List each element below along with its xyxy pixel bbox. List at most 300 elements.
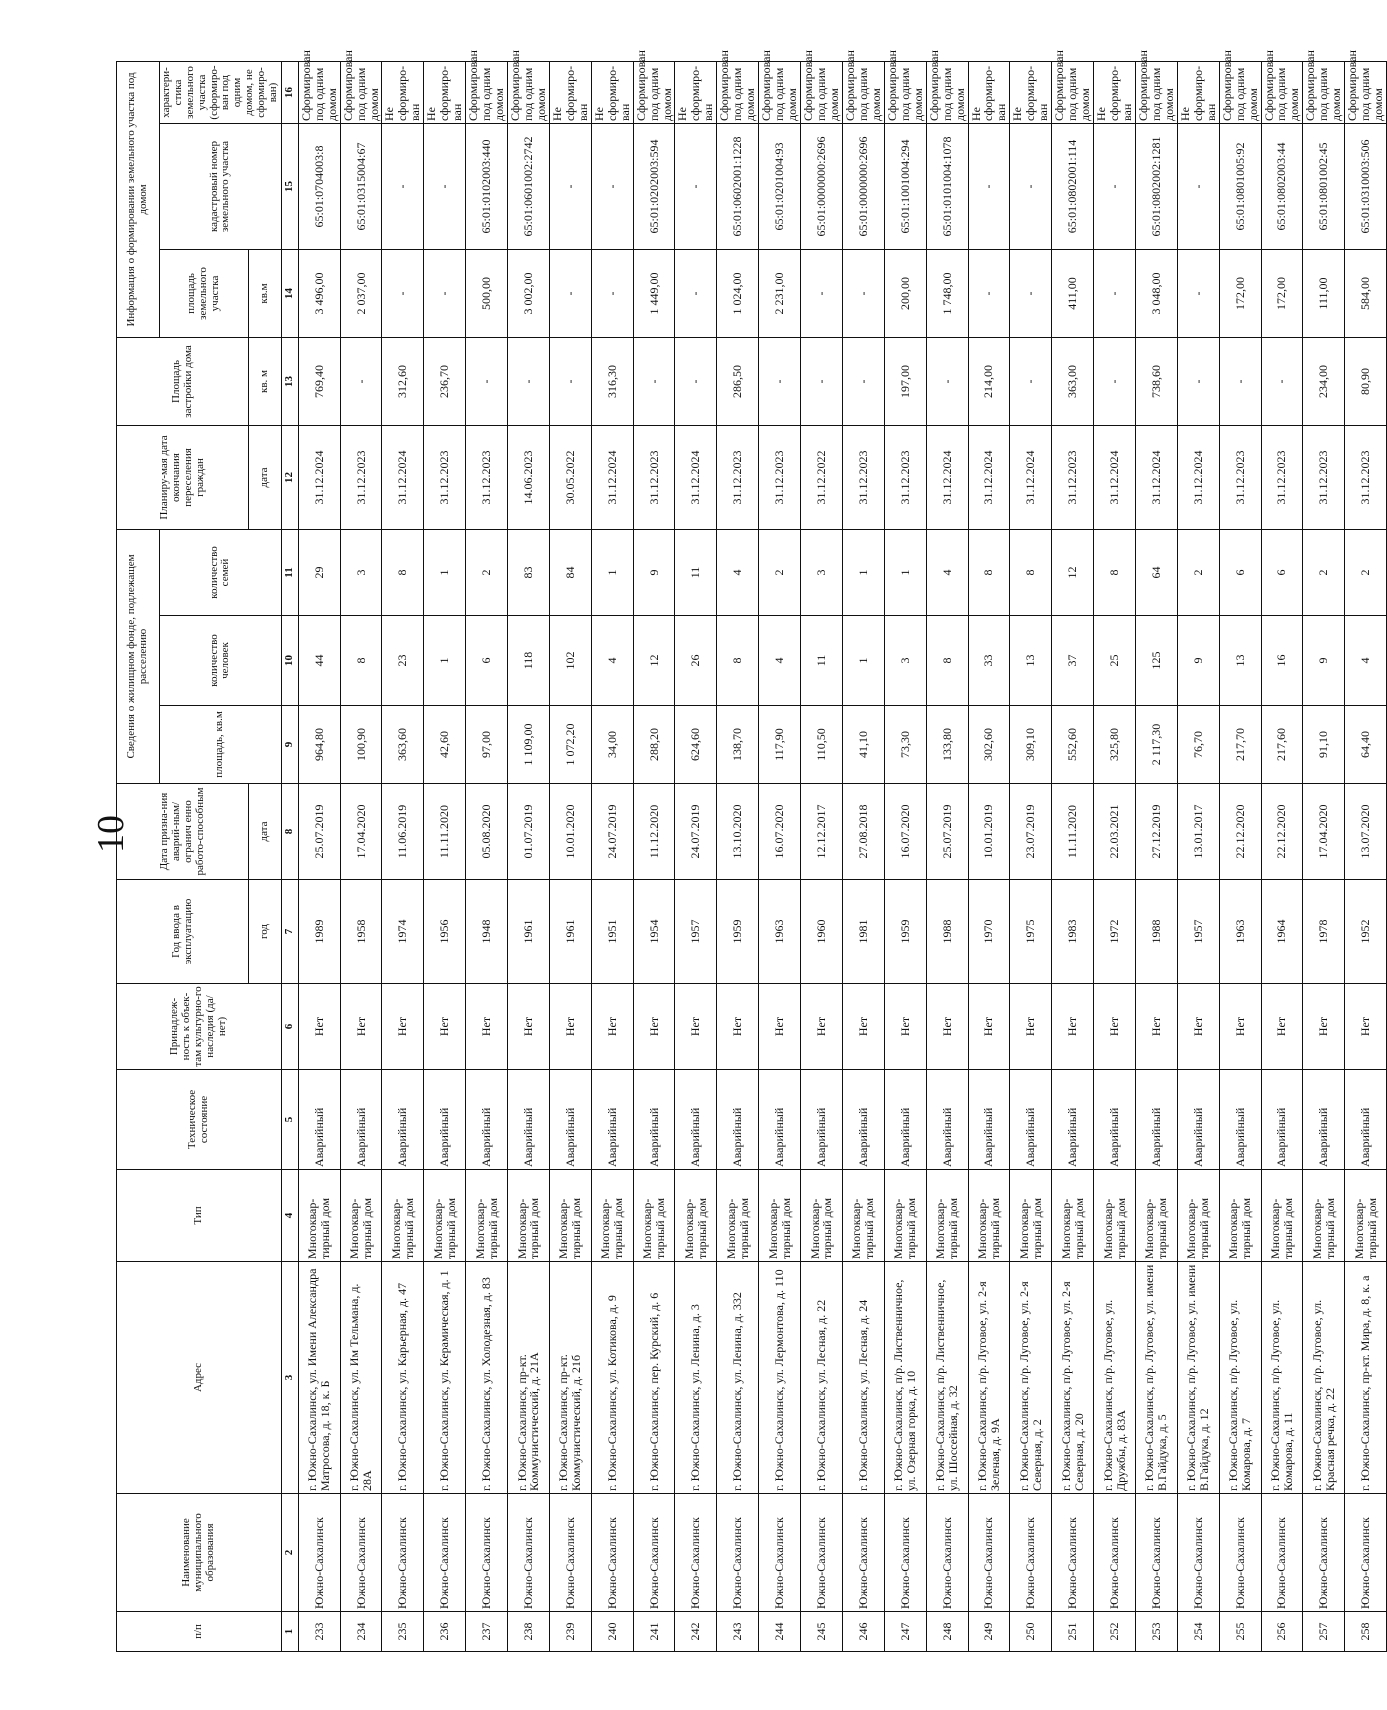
planned-date-cell: 31.12.2023 [1219, 425, 1261, 529]
land-characteristic-cell: Сформирован под одним домом [340, 61, 382, 123]
row-number-cell: 258 [1345, 1612, 1387, 1652]
recognized-date-cell: 11.11.2020 [1052, 784, 1094, 880]
header-kvm-sub2: кв.м [249, 249, 281, 337]
planned-date-cell: 31.12.2024 [1010, 425, 1052, 529]
address-cell: г. Южно-Сахалинск, п/р. Луговое, ул. 2-я Северная, д. 20 [1052, 1262, 1094, 1494]
heritage-cell: Нет [717, 984, 759, 1070]
col-number: 10 [281, 616, 298, 706]
area-cell: 73,30 [884, 706, 926, 784]
cadastral-number-cell: 65:01:0101004:1078 [926, 123, 968, 249]
family-count-cell: 4 [926, 529, 968, 615]
table-row [1219, 61, 1261, 1651]
built-area-cell: 214,00 [968, 337, 1010, 425]
people-count-cell: 8 [717, 616, 759, 706]
built-area-cell: 312,60 [382, 337, 424, 425]
land-area-cell: - [968, 249, 1010, 337]
row-number-cell: 252 [1094, 1612, 1136, 1652]
land-area-cell: 172,00 [1219, 249, 1261, 337]
address-cell: г. Южно-Сахалинск, п/р. Луговое, ул. имени В.Гайдука, д. 5 [1135, 1262, 1177, 1494]
planned-date-cell: 31.12.2024 [675, 425, 717, 529]
land-characteristic-cell: Не сформиро-ван [591, 61, 633, 123]
built-area-cell: 234,00 [1303, 337, 1345, 425]
people-count-cell: 4 [591, 616, 633, 706]
house-type-cell: Многоквар-тирный дом [842, 1170, 884, 1262]
table-row [1135, 61, 1177, 1651]
planned-date-cell: 31.12.2022 [801, 425, 843, 529]
house-type-cell: Многоквар-тирный дом [1303, 1170, 1345, 1262]
table-row [340, 61, 382, 1651]
table-row [1345, 61, 1387, 1651]
heritage-cell: Нет [675, 984, 717, 1070]
area-cell: 91,10 [1303, 706, 1345, 784]
area-cell: 288,20 [633, 706, 675, 784]
area-cell: 363,60 [382, 706, 424, 784]
area-cell: 138,70 [717, 706, 759, 784]
land-characteristic-cell: Не сформиро-ван [549, 61, 591, 123]
col-number: 3 [281, 1262, 298, 1494]
table-row [759, 61, 801, 1651]
municipality-cell: Южно-Сахалинск [1135, 1494, 1177, 1612]
heritage-cell: Нет [382, 984, 424, 1070]
recognized-date-cell: 27.08.2018 [842, 784, 884, 880]
cadastral-number-cell: 65:01:0000000:2696 [842, 123, 884, 249]
year-cell: 1964 [1261, 880, 1303, 984]
cadastral-number-cell: - [1094, 123, 1136, 249]
municipality-cell: Южно-Сахалинск [801, 1494, 843, 1612]
land-characteristic-cell: Сформирован под одним домом [717, 61, 759, 123]
land-area-cell: - [1010, 249, 1052, 337]
header-date-sub: дата [249, 784, 281, 880]
people-count-cell: 26 [675, 616, 717, 706]
people-count-cell: 33 [968, 616, 1010, 706]
house-type-cell: Многоквар-тирный дом [1345, 1170, 1387, 1262]
heritage-cell: Нет [424, 984, 466, 1070]
row-number-cell: 235 [382, 1612, 424, 1652]
cadastral-number-cell: - [591, 123, 633, 249]
recognized-date-cell: 13.07.2020 [1345, 784, 1387, 880]
municipality-cell: Южно-Сахалинск [1345, 1494, 1387, 1612]
heritage-cell: Нет [1177, 984, 1219, 1070]
row-number-cell: 243 [717, 1612, 759, 1652]
area-cell: 76,70 [1177, 706, 1219, 784]
recognized-date-cell: 25.07.2019 [926, 784, 968, 880]
land-characteristic-cell: Сформирован под одним домом [759, 61, 801, 123]
heritage-cell: Нет [508, 984, 550, 1070]
address-cell: г. Южно-Сахалинск, п/р. Луговое, ул. имени В.Гайдука, д. 12 [1177, 1262, 1219, 1494]
col-number: 11 [281, 529, 298, 615]
people-count-cell: 16 [1261, 616, 1303, 706]
house-type-cell: Многоквар-тирный дом [466, 1170, 508, 1262]
municipality-cell: Южно-Сахалинск [675, 1494, 717, 1612]
people-count-cell: 11 [801, 616, 843, 706]
land-characteristic-cell: Сформирован под одним домом [1135, 61, 1177, 123]
address-cell: г. Южно-Сахалинск, пр-кт. Мира, д. 8, к. а [1345, 1262, 1387, 1494]
recognized-date-cell: 10.01.2020 [549, 784, 591, 880]
row-number-cell: 242 [675, 1612, 717, 1652]
tech-state-cell: Аварийный [633, 1070, 675, 1170]
planned-date-cell: 31.12.2023 [424, 425, 466, 529]
recognized-date-cell: 27.12.2019 [1135, 784, 1177, 880]
area-cell: 2 117,30 [1135, 706, 1177, 784]
tech-state-cell: Аварийный [1052, 1070, 1094, 1170]
row-number-cell: 244 [759, 1612, 801, 1652]
built-area-cell: 738,60 [1135, 337, 1177, 425]
family-count-cell: 1 [842, 529, 884, 615]
planned-date-cell: 31.12.2024 [591, 425, 633, 529]
planned-date-cell: 31.12.2023 [1345, 425, 1387, 529]
table-row [1303, 61, 1345, 1651]
area-cell: 133,80 [926, 706, 968, 784]
planned-date-cell: 31.12.2024 [1094, 425, 1136, 529]
municipality-cell: Южно-Сахалинск [884, 1494, 926, 1612]
land-area-cell: 1 024,00 [717, 249, 759, 337]
heritage-cell: Нет [842, 984, 884, 1070]
people-count-cell: 1 [424, 616, 466, 706]
year-cell: 1961 [549, 880, 591, 984]
cadastral-number-cell: - [382, 123, 424, 249]
house-type-cell: Многоквар-тирный дом [926, 1170, 968, 1262]
people-count-cell: 13 [1010, 616, 1052, 706]
recognized-date-cell: 24.07.2019 [591, 784, 633, 880]
built-area-cell: 363,00 [1052, 337, 1094, 425]
year-cell: 1963 [759, 880, 801, 984]
col-number: 1 [281, 1612, 298, 1652]
house-type-cell: Многоквар-тирный дом [1261, 1170, 1303, 1262]
municipality-cell: Южно-Сахалинск [968, 1494, 1010, 1612]
year-cell: 1981 [842, 880, 884, 984]
cadastral-number-cell: 65:01:0102003:440 [466, 123, 508, 249]
house-type-cell: Многоквар-тирный дом [675, 1170, 717, 1262]
planned-date-cell: 31.12.2024 [298, 425, 340, 529]
address-cell: г. Южно-Сахалинск, п/р. Листвeнничное, ул. Шоссейная, д. 32 [926, 1262, 968, 1494]
house-type-cell: Многоквар-тирный дом [968, 1170, 1010, 1262]
land-area-cell: - [801, 249, 843, 337]
page-number: 10 [90, 815, 132, 853]
tech-state-cell: Аварийный [1010, 1070, 1052, 1170]
year-cell: 1954 [633, 880, 675, 984]
table-row [717, 61, 759, 1651]
house-type-cell: Многоквар-тирный дом [591, 1170, 633, 1262]
municipality-cell: Южно-Сахалинск [1177, 1494, 1219, 1612]
planned-date-cell: 14.06.2023 [508, 425, 550, 529]
year-cell: 1959 [884, 880, 926, 984]
house-type-cell: Многоквар-тирный дом [1177, 1170, 1219, 1262]
land-area-cell: - [382, 249, 424, 337]
people-count-cell: 25 [1094, 616, 1136, 706]
header-name: Наименование муниципального образования [117, 1494, 282, 1612]
table-row [675, 61, 717, 1651]
tech-state-cell: Аварийный [801, 1070, 843, 1170]
table-row [801, 61, 843, 1651]
col-number: 16 [281, 61, 298, 123]
cadastral-number-cell: 65:01:0801005:92 [1219, 123, 1261, 249]
municipality-cell: Южно-Сахалинск [298, 1494, 340, 1612]
row-number-cell: 250 [1010, 1612, 1052, 1652]
planned-date-cell: 31.12.2023 [1303, 425, 1345, 529]
people-count-cell: 44 [298, 616, 340, 706]
recognized-date-cell: 13.10.2020 [717, 784, 759, 880]
heritage-cell: Нет [340, 984, 382, 1070]
tech-state-cell: Аварийный [466, 1070, 508, 1170]
row-number-cell: 236 [424, 1612, 466, 1652]
table-row [591, 61, 633, 1651]
area-cell: 309,10 [1010, 706, 1052, 784]
row-number-cell: 251 [1052, 1612, 1094, 1652]
table-row [298, 61, 340, 1651]
land-characteristic-cell: Сформирован под одним домом [466, 61, 508, 123]
col-number: 5 [281, 1070, 298, 1170]
tech-state-cell: Аварийный [298, 1070, 340, 1170]
family-count-cell: 8 [382, 529, 424, 615]
municipality-cell: Южно-Сахалинск [424, 1494, 466, 1612]
house-type-cell: Многоквар-тирный дом [508, 1170, 550, 1262]
land-area-cell: 2 231,00 [759, 249, 801, 337]
family-count-cell: 2 [1345, 529, 1387, 615]
year-cell: 1972 [1094, 880, 1136, 984]
heritage-cell: Нет [968, 984, 1010, 1070]
planned-date-cell: 31.12.2023 [1052, 425, 1094, 529]
heritage-cell: Нет [926, 984, 968, 1070]
family-count-cell: 1 [424, 529, 466, 615]
land-area-cell: - [1094, 249, 1136, 337]
address-cell: г. Южно-Сахалинск, п/р. Луговое, ул. Комарова, д. 7 [1219, 1262, 1261, 1494]
area-cell: 64,40 [1345, 706, 1387, 784]
family-count-cell: 2 [1303, 529, 1345, 615]
built-area-cell: - [1010, 337, 1052, 425]
header-housing-info: Сведения о жилищном фонде, подлежащем расселению [117, 529, 160, 783]
header-recognized: Дата призна-ния аварий-ным/огранич енно работо-способным [117, 784, 249, 880]
area-cell: 1 109,00 [508, 706, 550, 784]
house-type-cell: Многоквар-тирный дом [759, 1170, 801, 1262]
family-count-cell: 84 [549, 529, 591, 615]
tech-state-cell: Аварийный [884, 1070, 926, 1170]
people-count-cell: 4 [1345, 616, 1387, 706]
land-area-cell: 584,00 [1345, 249, 1387, 337]
planned-date-cell: 31.12.2023 [842, 425, 884, 529]
recognized-date-cell: 22.12.2020 [1219, 784, 1261, 880]
heritage-cell: Нет [591, 984, 633, 1070]
header-tech-state: Техническое состояние [117, 1070, 282, 1170]
cadastral-number-cell: 65:01:1001004:294 [884, 123, 926, 249]
address-cell: г. Южно-Сахалинск, п/р. Луговое, ул. Дружбы, д. 83А [1094, 1262, 1136, 1494]
table-row [1177, 61, 1219, 1651]
area-cell: 552,60 [1052, 706, 1094, 784]
area-cell: 42,60 [424, 706, 466, 784]
family-count-cell: 6 [1261, 529, 1303, 615]
house-type-cell: Многоквар-тирный дом [633, 1170, 675, 1262]
recognized-date-cell: 12.12.2017 [801, 784, 843, 880]
header-cadastral: кадастровый номер земельного участка [160, 123, 282, 249]
municipality-cell: Южно-Сахалинск [842, 1494, 884, 1612]
cadastral-number-cell: - [549, 123, 591, 249]
tech-state-cell: Аварийный [591, 1070, 633, 1170]
built-area-cell: 286,50 [717, 337, 759, 425]
header-planned: Планиру-мая дата окончания переселения граждан [117, 425, 249, 529]
table-row [1261, 61, 1303, 1651]
land-area-cell: - [591, 249, 633, 337]
cadastral-number-cell: 65:01:0802002:1281 [1135, 123, 1177, 249]
heritage-cell: Нет [549, 984, 591, 1070]
tech-state-cell: Аварийный [549, 1070, 591, 1170]
built-area-cell: - [466, 337, 508, 425]
cadastral-number-cell: - [1177, 123, 1219, 249]
cadastral-number-cell: 65:01:0704003:8 [298, 123, 340, 249]
cadastral-number-cell: 65:01:0310003:506 [1345, 123, 1387, 249]
cadastral-number-cell: - [968, 123, 1010, 249]
built-area-cell: - [508, 337, 550, 425]
land-area-cell: - [675, 249, 717, 337]
table-row [424, 61, 466, 1651]
municipality-cell: Южно-Сахалинск [1010, 1494, 1052, 1612]
land-characteristic-cell: Сформирован под одним домом [1261, 61, 1303, 123]
house-type-cell: Многоквар-тирный дом [801, 1170, 843, 1262]
area-cell: 217,60 [1261, 706, 1303, 784]
family-count-cell: 2 [759, 529, 801, 615]
planned-date-cell: 31.12.2024 [1135, 425, 1177, 529]
land-area-cell: 1 748,00 [926, 249, 968, 337]
people-count-cell: 13 [1219, 616, 1261, 706]
year-cell: 1983 [1052, 880, 1094, 984]
land-area-cell: - [549, 249, 591, 337]
year-cell: 1959 [717, 880, 759, 984]
address-cell: г. Южно-Сахалинск, п/р. Листвeнничное, ул. Озерная горка, д. 10 [884, 1262, 926, 1494]
area-cell: 34,00 [591, 706, 633, 784]
heritage-cell: Нет [1261, 984, 1303, 1070]
planned-date-cell: 30.05.2022 [549, 425, 591, 529]
year-cell: 1988 [926, 880, 968, 984]
people-count-cell: 102 [549, 616, 591, 706]
land-characteristic-cell: Сформирован под одним домом [1345, 61, 1387, 123]
municipality-cell: Южно-Сахалинск [759, 1494, 801, 1612]
address-cell: г. Южно-Сахалинск, п/р. Луговое, ул. Комарова, д. 11 [1261, 1262, 1303, 1494]
housing-table [116, 50, 1387, 1652]
municipality-cell: Южно-Сахалинск [466, 1494, 508, 1612]
municipality-cell: Южно-Сахалинск [717, 1494, 759, 1612]
recognized-date-cell: 11.11.2020 [424, 784, 466, 880]
address-cell: г. Южно-Сахалинск, пр-кт. Коммунистический, д. 21б [549, 1262, 591, 1494]
municipality-cell: Южно-Сахалинск [1219, 1494, 1261, 1612]
tech-state-cell: Аварийный [1177, 1070, 1219, 1170]
table-row [508, 61, 550, 1651]
planned-date-cell: 31.12.2023 [1261, 425, 1303, 529]
house-type-cell: Многоквар-тирный дом [1219, 1170, 1261, 1262]
planned-date-cell: 31.12.2023 [759, 425, 801, 529]
header-char: характери-стика земельного участка (сформиро-ван под одним домом, не сформиро-ван) [160, 61, 282, 123]
row-number-cell: 237 [466, 1612, 508, 1652]
family-count-cell: 9 [633, 529, 675, 615]
year-cell: 1989 [298, 880, 340, 984]
year-cell: 1961 [508, 880, 550, 984]
rotated-table-container [116, 50, 1386, 1652]
tech-state-cell: Аварийный [340, 1070, 382, 1170]
built-area-cell: - [926, 337, 968, 425]
year-cell: 1978 [1303, 880, 1345, 984]
row-number-cell: 255 [1219, 1612, 1261, 1652]
cadastral-number-cell: - [1010, 123, 1052, 249]
year-cell: 1975 [1010, 880, 1052, 984]
year-cell: 1963 [1219, 880, 1261, 984]
family-count-cell: 1 [591, 529, 633, 615]
family-count-cell: 8 [1010, 529, 1052, 615]
year-cell: 1988 [1135, 880, 1177, 984]
land-characteristic-cell: Сформирован под одним домом [1052, 61, 1094, 123]
address-cell: г. Южно-Сахалинск, ул. Лесная, д. 24 [842, 1262, 884, 1494]
row-number-cell: 246 [842, 1612, 884, 1652]
address-cell: г. Южно-Сахалинск, ул. Лесная, д. 22 [801, 1262, 843, 1494]
year-cell: 1970 [968, 880, 1010, 984]
recognized-date-cell: 01.07.2019 [508, 784, 550, 880]
row-number-cell: 257 [1303, 1612, 1345, 1652]
year-cell: 1952 [1345, 880, 1387, 984]
col-number: 6 [281, 984, 298, 1070]
area-cell: 302,60 [968, 706, 1010, 784]
area-cell: 117,90 [759, 706, 801, 784]
col-number: 12 [281, 425, 298, 529]
people-count-cell: 8 [926, 616, 968, 706]
row-number-cell: 238 [508, 1612, 550, 1652]
year-cell: 1948 [466, 880, 508, 984]
land-characteristic-cell: Сформирован под одним домом [298, 61, 340, 123]
header-area: площадь, кв.м [160, 706, 282, 784]
table-row [633, 61, 675, 1651]
address-cell: г. Южно-Сахалинск, ул. Им Тельмана, д. 28А [340, 1262, 382, 1494]
house-type-cell: Многоквар-тирный дом [884, 1170, 926, 1262]
people-count-cell: 118 [508, 616, 550, 706]
heritage-cell: Нет [759, 984, 801, 1070]
cadastral-number-cell: 65:01:0201004:93 [759, 123, 801, 249]
built-area-cell: 236,70 [424, 337, 466, 425]
land-area-cell: 3 002,00 [508, 249, 550, 337]
house-type-cell: Многоквар-тирный дом [1052, 1170, 1094, 1262]
heritage-cell: Нет [1135, 984, 1177, 1070]
address-cell: г. Южно-Сахалинск, ул. Керамическая, д. 1 [424, 1262, 466, 1494]
cadastral-number-cell: 65:01:0801002:45 [1303, 123, 1345, 249]
land-area-cell: 172,00 [1261, 249, 1303, 337]
col-number: 13 [281, 337, 298, 425]
table-row [549, 61, 591, 1651]
land-characteristic-cell: Сформирован под одним домом [633, 61, 675, 123]
header-date-sub2: дата [249, 425, 281, 529]
area-cell: 41,10 [842, 706, 884, 784]
row-number-cell: 249 [968, 1612, 1010, 1652]
house-type-cell: Многоквар-тирный дом [382, 1170, 424, 1262]
year-cell: 1974 [382, 880, 424, 984]
table-row [926, 61, 968, 1651]
table-row [968, 61, 1010, 1651]
family-count-cell: 29 [298, 529, 340, 615]
family-count-cell: 1 [884, 529, 926, 615]
column-number-row [281, 61, 298, 1651]
heritage-cell: Нет [1303, 984, 1345, 1070]
table-row [1010, 61, 1052, 1651]
people-count-cell: 37 [1052, 616, 1094, 706]
planned-date-cell: 31.12.2024 [968, 425, 1010, 529]
municipality-cell: Южно-Сахалинск [549, 1494, 591, 1612]
land-characteristic-cell: Сформирован под одним домом [926, 61, 968, 123]
area-cell: 97,00 [466, 706, 508, 784]
house-type-cell: Многоквар-тирный дом [340, 1170, 382, 1262]
recognized-date-cell: 11.12.2020 [633, 784, 675, 880]
address-cell: г. Южно-Сахалинск, пер. Курский, д. 6 [633, 1262, 675, 1494]
col-number: 14 [281, 249, 298, 337]
address-cell: г. Южно-Сахалинск, ул. Холодезная, д. 83 [466, 1262, 508, 1494]
family-count-cell: 83 [508, 529, 550, 615]
land-area-cell: 2 037,00 [340, 249, 382, 337]
land-area-cell: 411,00 [1052, 249, 1094, 337]
land-characteristic-cell: Не сформиро-ван [1177, 61, 1219, 123]
address-cell: г. Южно-Сахалинск, ул. Ленина, д. 3 [675, 1262, 717, 1494]
row-number-cell: 234 [340, 1612, 382, 1652]
